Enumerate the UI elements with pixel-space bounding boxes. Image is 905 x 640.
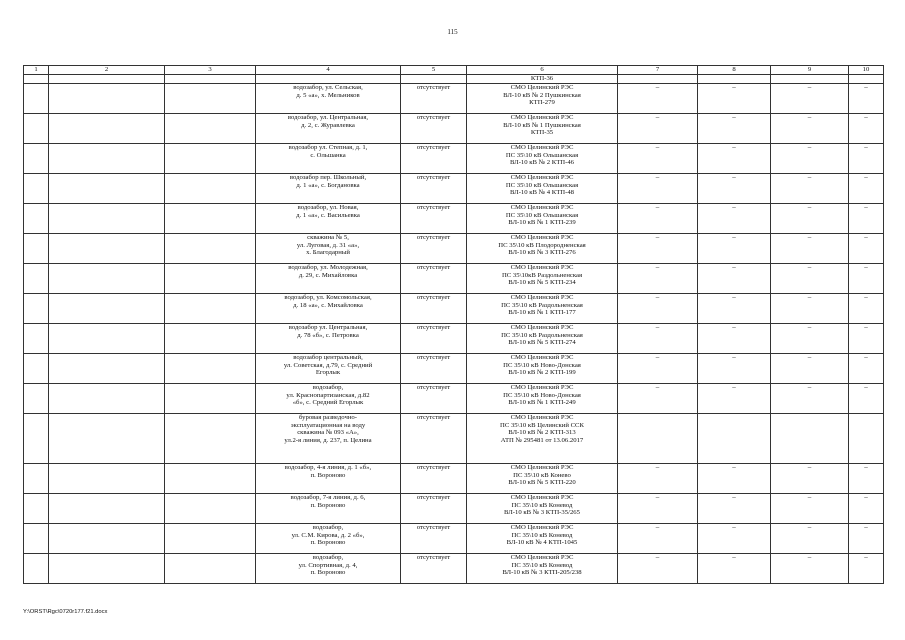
table-cell xyxy=(24,114,49,144)
register-table xyxy=(23,65,884,584)
value-cell: – xyxy=(618,494,698,524)
value-cell: – xyxy=(618,204,698,234)
object-cell: водозабор, ул. Спортивная, д. 4, п. Вороново xyxy=(256,554,401,584)
value-cell xyxy=(771,414,849,464)
network-status-cell: отсутствует xyxy=(401,384,467,414)
table-row xyxy=(24,234,884,264)
value-cell: – xyxy=(618,324,698,354)
table-cell xyxy=(618,75,698,84)
value-cell: – xyxy=(849,464,884,494)
value-cell: – xyxy=(771,524,849,554)
table-row xyxy=(24,384,884,414)
value-cell: – xyxy=(698,494,771,524)
value-cell: – xyxy=(698,294,771,324)
object-cell: водозабор, 7-я линия, д. 6, п. Вороново xyxy=(256,494,401,524)
value-cell: – xyxy=(618,264,698,294)
value-cell: – xyxy=(849,84,884,114)
value-cell: – xyxy=(771,174,849,204)
value-cell: – xyxy=(618,354,698,384)
value-cell: – xyxy=(771,114,849,144)
value-cell: – xyxy=(618,234,698,264)
table-cell xyxy=(849,75,884,84)
table-cell xyxy=(49,75,165,84)
network-status-cell: отсутствует xyxy=(401,84,467,114)
table-cell xyxy=(24,84,49,114)
power-source-tail: КТП-36 xyxy=(467,75,618,84)
object-cell: скважина № 5, ул. Луговая, д. 31 «а», х. Благодарный xyxy=(256,234,401,264)
table-cell xyxy=(49,204,165,234)
table-cell xyxy=(24,264,49,294)
power-source-cell: СМО Целинский РЭС ПС 35\10 кВ Коневод ВЛ-10 кВ № 4 КТП-1045 xyxy=(467,524,618,554)
column-header: 4 xyxy=(256,66,401,75)
table-cell xyxy=(49,234,165,264)
column-header: 9 xyxy=(771,66,849,75)
value-cell: – xyxy=(849,384,884,414)
power-source-cell: СМО Целинский РЭС ПС 35\10 кВ Раздольненская ВЛ-10 кВ № 5 КТП-274 xyxy=(467,324,618,354)
value-cell: – xyxy=(849,174,884,204)
table-row xyxy=(24,414,884,464)
table-cell xyxy=(49,114,165,144)
table-cell xyxy=(49,494,165,524)
table-cell xyxy=(49,464,165,494)
power-source-cell: СМО Целинский РЭС ПС 35\10кВ Раздольненская ВЛ-10 кВ № 5 КТП-234 xyxy=(467,264,618,294)
value-cell: – xyxy=(618,174,698,204)
value-cell: – xyxy=(771,294,849,324)
value-cell: – xyxy=(698,324,771,354)
power-source-cell: СМО Целинский РЭС ВЛ-10 кВ № 2 Пушкинская КТП-279 xyxy=(467,84,618,114)
table-cell xyxy=(49,84,165,114)
value-cell: – xyxy=(849,554,884,584)
table-row xyxy=(24,354,884,384)
table-row xyxy=(24,264,884,294)
table-cell xyxy=(771,75,849,84)
value-cell: – xyxy=(771,554,849,584)
power-source-cell: СМО Целинский РЭС ПС 35\10 кВ Ольшанская ВЛ-10 кВ № 4 КТП-48 xyxy=(467,174,618,204)
value-cell: – xyxy=(618,294,698,324)
value-cell: – xyxy=(849,264,884,294)
table-cell xyxy=(165,114,256,144)
value-cell: – xyxy=(849,494,884,524)
table-cell xyxy=(165,75,256,84)
table-cell xyxy=(49,384,165,414)
table-cell xyxy=(165,204,256,234)
table-row xyxy=(24,464,884,494)
table-cell xyxy=(401,75,467,84)
network-status-cell: отсутствует xyxy=(401,494,467,524)
value-cell xyxy=(849,414,884,464)
network-status-cell: отсутствует xyxy=(401,204,467,234)
table-cell xyxy=(165,294,256,324)
page-number: 115 xyxy=(447,28,458,36)
object-cell: водозабор, ул. С.М. Кирова, д. 2 «б», п. Вороново xyxy=(256,524,401,554)
network-status-cell: отсутствует xyxy=(401,464,467,494)
table-cell xyxy=(165,384,256,414)
table-cell xyxy=(165,84,256,114)
table-row xyxy=(24,84,884,114)
value-cell: – xyxy=(771,494,849,524)
value-cell: – xyxy=(771,324,849,354)
power-source-cell: СМО Целинский РЭС ПС 35\10 кВ Целинский ССК ВЛ-10 кВ № 2 КТП-313 АТП № 295481 от 13.06.2017 xyxy=(467,414,618,464)
value-cell: – xyxy=(698,234,771,264)
column-header: 8 xyxy=(698,66,771,75)
table-cell xyxy=(49,324,165,354)
value-cell: – xyxy=(771,144,849,174)
object-cell: водозабор ул. Центральная, д. 78 «б», с. Петровка xyxy=(256,324,401,354)
table-cell xyxy=(24,464,49,494)
value-cell: – xyxy=(771,234,849,264)
value-cell: – xyxy=(849,324,884,354)
value-cell: – xyxy=(618,524,698,554)
value-cell: – xyxy=(849,524,884,554)
value-cell: – xyxy=(771,354,849,384)
table-cell xyxy=(49,524,165,554)
continued-row xyxy=(24,75,884,84)
network-status-cell: отсутствует xyxy=(401,114,467,144)
table-cell xyxy=(165,414,256,464)
table-cell xyxy=(698,75,771,84)
table-cell xyxy=(24,294,49,324)
value-cell: – xyxy=(618,84,698,114)
table-cell xyxy=(49,554,165,584)
table-cell xyxy=(49,264,165,294)
value-cell: – xyxy=(849,294,884,324)
value-cell: – xyxy=(618,464,698,494)
value-cell: – xyxy=(618,114,698,144)
object-cell: буровая разведочно- эксплуатационная на воду скважина № 093 «А», ул.2-я линия, д. 237, п. Целина xyxy=(256,414,401,464)
value-cell: – xyxy=(698,174,771,204)
table-cell xyxy=(24,75,49,84)
power-source-cell: СМО Целинский РЭС ПС 35\10 кВ Плодородненская ВЛ-10 кВ № 3 КТП-276 xyxy=(467,234,618,264)
column-header: 10 xyxy=(849,66,884,75)
value-cell xyxy=(698,414,771,464)
object-cell: водозабор, 4-я линия, д. 1 «б», п. Вороново xyxy=(256,464,401,494)
value-cell: – xyxy=(698,84,771,114)
network-status-cell: отсутствует xyxy=(401,414,467,464)
value-cell: – xyxy=(618,384,698,414)
table-cell xyxy=(49,294,165,324)
value-cell: – xyxy=(698,114,771,144)
network-status-cell: отсутствует xyxy=(401,524,467,554)
value-cell xyxy=(618,414,698,464)
value-cell: – xyxy=(849,354,884,384)
table-cell xyxy=(165,524,256,554)
column-header: 1 xyxy=(24,66,49,75)
file-path-footer: Y:\ORST\Rgc\0720r177.f21.docx xyxy=(23,609,108,615)
value-cell: – xyxy=(771,84,849,114)
value-cell: – xyxy=(698,354,771,384)
table-cell xyxy=(165,234,256,264)
network-status-cell: отсутствует xyxy=(401,264,467,294)
table-cell xyxy=(165,324,256,354)
table-cell xyxy=(24,554,49,584)
table-row xyxy=(24,174,884,204)
value-cell: – xyxy=(698,524,771,554)
power-source-cell: СМО Целинский РЭС ПС 35\10 кВ Ново-Донская ВЛ-10 кВ № 1 КТП-249 xyxy=(467,384,618,414)
table-cell xyxy=(49,174,165,204)
network-status-cell: отсутствует xyxy=(401,174,467,204)
table-cell xyxy=(24,494,49,524)
network-status-cell: отсутствует xyxy=(401,554,467,584)
table-cell xyxy=(165,354,256,384)
object-cell: водозабор, ул. Новая, д. 1 «а», с. Васильевка xyxy=(256,204,401,234)
table-row xyxy=(24,524,884,554)
object-cell: водозабор пер. Школьный, д. 1 «а», с. Богдановка xyxy=(256,174,401,204)
table-cell xyxy=(165,464,256,494)
table-cell xyxy=(165,554,256,584)
network-status-cell: отсутствует xyxy=(401,294,467,324)
value-cell: – xyxy=(618,554,698,584)
table-cell xyxy=(24,144,49,174)
object-cell: водозабор, ул. Молодежная, д. 29, с. Михайловка xyxy=(256,264,401,294)
table-cell xyxy=(165,144,256,174)
value-cell: – xyxy=(771,204,849,234)
table-cell xyxy=(165,174,256,204)
value-cell: – xyxy=(849,234,884,264)
value-cell: – xyxy=(771,264,849,294)
table-row xyxy=(24,494,884,524)
value-cell: – xyxy=(849,144,884,174)
table-row xyxy=(24,554,884,584)
power-source-cell: СМО Целинский РЭС ПС 35\10 кВ Раздольненская ВЛ-10 кВ № 1 КТП-177 xyxy=(467,294,618,324)
network-status-cell: отсутствует xyxy=(401,354,467,384)
table-cell xyxy=(24,384,49,414)
power-source-cell: СМО Целинский РЭС ПС 35\10 кВ Коневод ВЛ-10 кВ № 3 КТП-35/265 xyxy=(467,494,618,524)
object-cell: водозабор, ул. Центральная, д. 2, с. Журавлевка xyxy=(256,114,401,144)
table-cell xyxy=(165,494,256,524)
table-cell xyxy=(165,264,256,294)
column-header: 5 xyxy=(401,66,467,75)
network-status-cell: отсутствует xyxy=(401,234,467,264)
table-cell xyxy=(24,174,49,204)
value-cell: – xyxy=(618,144,698,174)
value-cell: – xyxy=(698,384,771,414)
value-cell: – xyxy=(771,464,849,494)
table-row xyxy=(24,324,884,354)
table-cell xyxy=(24,234,49,264)
table-row xyxy=(24,294,884,324)
value-cell: – xyxy=(698,144,771,174)
power-source-cell: СМО Целинский РЭС ПС 35\10 кВ Ново-Донская ВЛ-10 кВ № 2 КТП-199 xyxy=(467,354,618,384)
table-cell xyxy=(256,75,401,84)
table-cell xyxy=(49,354,165,384)
power-source-cell: СМО Целинский РЭС ПС 35\10 кВ Конево ВЛ-10 кВ № 5 КТП-220 xyxy=(467,464,618,494)
table-row xyxy=(24,114,884,144)
column-header: 2 xyxy=(49,66,165,75)
table-cell xyxy=(24,354,49,384)
table-cell xyxy=(24,414,49,464)
column-header: 6 xyxy=(467,66,618,75)
object-cell: водозабор, ул. Краснопартизанская, д.82 «б», с. Средний Егорлык xyxy=(256,384,401,414)
column-number-row xyxy=(24,66,884,75)
value-cell: – xyxy=(698,554,771,584)
object-cell: водозабор ул. Степная, д. 1, с. Ольшанка xyxy=(256,144,401,174)
value-cell: – xyxy=(698,204,771,234)
table-cell xyxy=(49,144,165,174)
value-cell: – xyxy=(698,264,771,294)
table-row xyxy=(24,204,884,234)
value-cell: – xyxy=(771,384,849,414)
power-source-cell: СМО Целинский РЭС ПС 35\10 кВ Коневод ВЛ-10 кВ № 3 КТП-205/238 xyxy=(467,554,618,584)
object-cell: водозабор, ул. Сельская, д. 5 «а», х. Мельников xyxy=(256,84,401,114)
object-cell: водозабор, ул. Комсомольская, д. 18 «а», с. Михайловка xyxy=(256,294,401,324)
value-cell: – xyxy=(849,204,884,234)
table-cell xyxy=(49,414,165,464)
value-cell: – xyxy=(698,464,771,494)
power-source-cell: СМО Целинский РЭС ВЛ-10 кВ № 1 Пушкинская КТП-35 xyxy=(467,114,618,144)
column-header: 3 xyxy=(165,66,256,75)
table-cell xyxy=(24,524,49,554)
power-source-cell: СМО Целинский РЭС ПС 35\10 кВ Ольшанская ВЛ-10 кВ № 1 КТП-239 xyxy=(467,204,618,234)
object-cell: водозабор центральный, ул. Советская, д.79, с. Средний Егорлык xyxy=(256,354,401,384)
table-cell xyxy=(24,324,49,354)
network-status-cell: отсутствует xyxy=(401,324,467,354)
power-source-cell: СМО Целинский РЭС ПС 35\10 кВ Ольшанская ВЛ-10 кВ № 2 КТП-46 xyxy=(467,144,618,174)
column-header: 7 xyxy=(618,66,698,75)
value-cell: – xyxy=(849,114,884,144)
network-status-cell: отсутствует xyxy=(401,144,467,174)
table-row xyxy=(24,144,884,174)
table-cell xyxy=(24,204,49,234)
